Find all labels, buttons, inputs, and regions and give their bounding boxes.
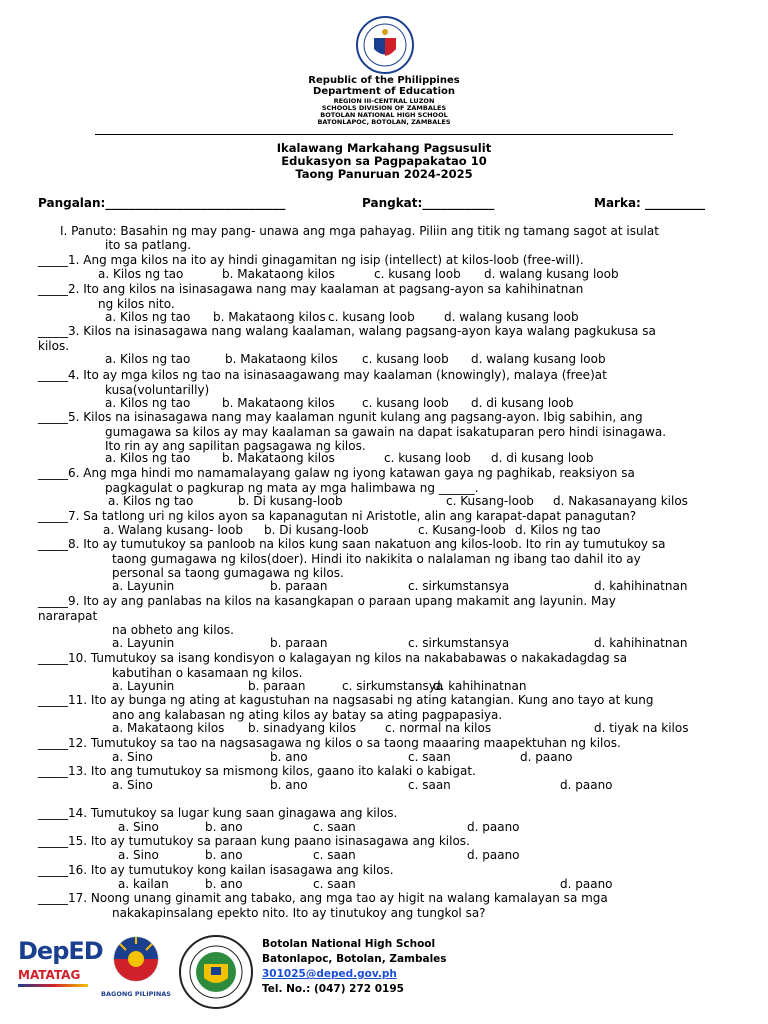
- instructions-line2: ito sa patlang.: [105, 238, 192, 252]
- footer-phone: Tel. No.: (047) 272 0195: [262, 983, 404, 995]
- exam-title: Ikalawang Markahang Pagsusulit: [276, 141, 492, 155]
- question-5-option-b: b. Makataong kilos: [222, 451, 335, 465]
- question-16-option-c: c. saan: [313, 877, 356, 891]
- instructions-line1: I. Panuto: Basahin ng may pang- unawa ang mga pahayag. Piliin ang titik ng tamang sagot at isulat: [60, 224, 659, 238]
- exam-school-year: Taong Panuruan 2024-2025: [295, 167, 473, 181]
- question-6-text: pagkagulat o pagkurap ng mata ay mga halimbawa ng ______.: [105, 480, 479, 495]
- question-16-text[interactable]: _____16. Ito ay tumutukoy kong kailan isasagawa ang kilos.: [38, 863, 394, 877]
- question-7-option-d: d. Kilos ng tao: [515, 523, 601, 537]
- question-11-option-b: b. sinadyang kilos: [248, 721, 357, 735]
- question-16-option-a: a. kailan: [118, 877, 169, 891]
- question-2-option-d: d. walang kusang loob: [444, 310, 579, 324]
- header-divider: [95, 134, 673, 135]
- question-13-option-d: d. paano: [560, 778, 613, 792]
- question-6-text[interactable]: _____6. Ang mga hindi mo namamalayang galaw ng iyong katawan gaya ng paghikab, reaksiyon sa: [38, 466, 635, 480]
- question-5-text[interactable]: _____5. Kilos na isinasagawa nang may kaalaman ngunit kulang ang pagsang-ayon. Ibig sabihin, ang: [38, 410, 643, 424]
- question-8-option-d: d. kahihinatnan: [594, 579, 688, 593]
- question-12-option-d: d. paano: [520, 750, 573, 764]
- question-7-option-c: c. Kusang-loob: [418, 523, 506, 537]
- exam-subject: Edukasyon sa Pagpapakatao 10: [281, 154, 487, 168]
- question-9-option-c: c. sirkumstansya: [408, 636, 510, 650]
- question-9-option-a: a. Layunin: [112, 636, 175, 650]
- question-5-text: gumagawa sa kilos ay may kaalaman sa gawain na dapat isakatuparan pero hindi isinagawa.: [105, 424, 667, 439]
- question-12-option-c: c. saan: [408, 750, 451, 764]
- question-6-option-d: d. Nakasanayang kilos: [553, 494, 688, 508]
- question-5-option-c: c. kusang loob: [384, 451, 471, 465]
- question-13-option-a: a. Sino: [112, 778, 153, 792]
- question-12-text[interactable]: _____12. Tumutukoy sa tao na nagsasagawa ng kilos o sa taong maaaring maapektuhan ng kilos.: [38, 736, 621, 750]
- question-4-option-a: a. Kilos ng tao: [105, 396, 191, 410]
- question-3-option-b: b. Makataong kilos: [225, 352, 338, 366]
- question-9-text[interactable]: _____9. Ito ay ang panlabas na kilos na kasangkapan o paraan upang makamit ang layunin. May: [38, 594, 616, 608]
- question-16-option-b: b. ano: [205, 877, 243, 891]
- question-6-option-b: b. Di kusang-loob: [238, 494, 343, 508]
- question-9-text: na obheto ang kilos.: [112, 623, 234, 637]
- question-8-text: taong gumagawa ng kilos(doer). Hindi ito nakikita o nalalaman ng ibang tao dahil ito ay: [112, 551, 641, 566]
- question-5-option-a: a. Kilos ng tao: [105, 451, 191, 465]
- question-7-text[interactable]: _____7. Sa tatlong uri ng kilos ayon sa kapanagutan ni Aristotle, alin ang karapat-dapat panagutan?: [38, 509, 637, 523]
- question-10-text[interactable]: _____10. Tumutukoy sa isang kondisyon o kalagayan ng kilos na nakababawas o nakakadagdag sa: [38, 651, 628, 665]
- question-2-text: ng kilos nito.: [98, 296, 175, 311]
- question-16-option-d: d. paano: [560, 877, 613, 891]
- question-6-option-c: c. Kusang-loob: [446, 494, 534, 508]
- question-3-option-d: d. walang kusang loob: [471, 352, 606, 366]
- header-department: Department of Education: [313, 86, 455, 97]
- question-4-option-c: c. kusang loob: [362, 396, 449, 410]
- question-8-text[interactable]: _____8. Ito ay tumutukoy sa panloob na kilos kung saan nakatuon ang kilos-loob. Ito rin ay tumutukoy sa: [38, 537, 666, 551]
- question-17-text: nakakapinsalang epekto nito. Ito ay tinutukoy ang tungkol sa?: [112, 905, 486, 920]
- question-15-option-b: b. ano: [205, 848, 243, 862]
- footer-address: Batonlapoc, Botolan, Zambales: [262, 953, 447, 965]
- deped-logo-text: DepED: [18, 937, 103, 965]
- question-4-option-d: d. di kusang loob: [471, 396, 574, 410]
- question-12-option-b: b. ano: [270, 750, 308, 764]
- question-7-option-b: b. Di kusang-loob: [264, 523, 369, 537]
- header-region: REGION III-CENTRAL LUZON: [333, 97, 435, 105]
- question-11-text[interactable]: _____11. Ito ay bunga ng ating at kagustuhan na nagsasabi ng ating katangian. Kung ano tayo at kung: [38, 693, 654, 707]
- question-10-option-b: b. paraan: [248, 679, 306, 693]
- school-seal: [178, 934, 254, 1010]
- question-17-text[interactable]: _____17. Noong unang ginamit ang tabako, ang mga tao ay higit na walang kamalayan sa mga: [38, 891, 608, 905]
- question-9-option-b: b. paraan: [270, 636, 328, 650]
- question-15-option-c: c. saan: [313, 848, 356, 862]
- question-14-option-b: b. ano: [205, 820, 243, 834]
- question-2-option-c: c. kusang loob: [328, 310, 415, 324]
- question-3-text: kilos.: [38, 338, 70, 353]
- question-10-option-d: d. kahihinatnan: [433, 679, 527, 693]
- question-8-option-b: b. paraan: [270, 579, 328, 593]
- question-11-option-c: c. normal na kilos: [385, 721, 492, 735]
- question-8-option-a: a. Layunin: [112, 579, 175, 593]
- question-1-option-a: a. Kilos ng tao: [98, 267, 184, 281]
- question-3-option-a: a. Kilos ng tao: [105, 352, 191, 366]
- header-republic: Republic of the Philippines: [308, 75, 460, 86]
- deped-logo: [18, 937, 103, 1000]
- question-4-option-b: b. Makataong kilos: [222, 396, 335, 410]
- question-11-text: ano ang kalabasan ng ating kilos ay batay sa ating pagpapasiya.: [112, 707, 503, 722]
- question-1-option-c: c. kusang loob: [374, 267, 461, 281]
- question-13-option-b: b. ano: [270, 778, 308, 792]
- question-14-text[interactable]: _____14. Tumutukoy sa lugar kung saan ginagawa ang kilos.: [38, 806, 398, 820]
- score-field[interactable]: Marka: __________: [594, 196, 706, 210]
- question-8-text: personal sa taong gumagawa ng kilos.: [112, 566, 344, 580]
- question-2-option-a: a. Kilos ng tao: [105, 310, 191, 324]
- question-2-option-b: b. Makataong kilos: [213, 310, 326, 324]
- footer-email-link[interactable]: 301025@deped.gov.ph: [262, 968, 397, 980]
- question-10-option-a: a. Layunin: [112, 679, 175, 693]
- question-13-text[interactable]: _____13. Ito ang tumutukoy sa mismong kilos, gaano ito kalaki o kabigat.: [38, 764, 476, 778]
- question-4-text: kusa(voluntarilly): [105, 382, 210, 397]
- question-12-option-a: a. Sino: [112, 750, 153, 764]
- question-10-option-c: c. sirkumstansya: [342, 679, 444, 693]
- bagong-pilipinas-logo: [100, 934, 172, 998]
- question-11-option-d: d. tiyak na kilos: [594, 721, 689, 735]
- deped-seal: [347, 16, 423, 74]
- question-6-option-a: a. Kilos ng tao: [108, 494, 194, 508]
- question-14-option-d: d. paano: [467, 820, 520, 834]
- question-3-text[interactable]: _____3. Kilos na isinasagawa nang walang kaalaman, walang pagsang-ayon kaya walang pagkukusa sa: [38, 324, 656, 338]
- question-13-option-c: c. saan: [408, 778, 451, 792]
- question-5-option-d: d. di kusang loob: [491, 451, 594, 465]
- question-2-text[interactable]: _____2. Ito ang kilos na isinasagawa nang may kaalaman at pagsang-ayon sa kahihinatnan: [38, 282, 584, 296]
- question-15-option-a: a. Sino: [118, 848, 159, 862]
- question-9-text: nararapat: [38, 608, 98, 623]
- question-14-option-a: a. Sino: [118, 820, 159, 834]
- header-school: BOTOLAN NATIONAL HIGH SCHOOL: [320, 111, 448, 119]
- question-9-option-d: d. kahihinatnan: [594, 636, 688, 650]
- question-8-option-c: c. sirkumstansya: [408, 579, 510, 593]
- question-15-text[interactable]: _____15. Ito ay tumutukoy sa paraan kung paano isinasagawa ang kilos.: [38, 834, 470, 848]
- question-1-option-b: b. Makataong kilos: [222, 267, 335, 281]
- header-division: SCHOOLS DIVISION OF ZAMBALES: [321, 104, 447, 112]
- question-4-text[interactable]: _____4. Ito ay mga kilos ng tao na isinasaagawang may kaalaman (knowingly), malaya (free)at: [38, 368, 607, 382]
- question-5-text: Ito rin ay ang sapilitan pagsagawa ng kilos.: [105, 439, 366, 453]
- footer-school-name: Botolan National High School: [262, 938, 436, 950]
- question-10-text: kabutihan o kasamaan ng kilos.: [112, 665, 303, 680]
- matatag-label: MATATAG: [18, 968, 81, 982]
- question-15-option-d: d. paano: [467, 848, 520, 862]
- question-14-option-c: c. saan: [313, 820, 356, 834]
- bagong-pilipinas-label: BAGONG PILIPINAS: [101, 990, 171, 998]
- name-field[interactable]: Pangalan:______________________________: [38, 196, 286, 210]
- question-1-option-d: d. walang kusang loob: [484, 267, 619, 281]
- question-7-option-a: a. Walang kusang- loob: [103, 523, 243, 537]
- header-address: BATONLAPOC, BOTOLAN, ZAMBALES: [317, 118, 451, 126]
- question-1-text[interactable]: _____1. Ang mga kilos na ito ay hindi ginagamitan ng isip (intellect) at kilos-loob (free-will).: [38, 253, 584, 267]
- section-field[interactable]: Pangkat:____________: [362, 196, 495, 210]
- question-3-option-c: c. kusang loob: [362, 352, 449, 366]
- question-11-option-a: a. Makataong kilos: [112, 721, 225, 735]
